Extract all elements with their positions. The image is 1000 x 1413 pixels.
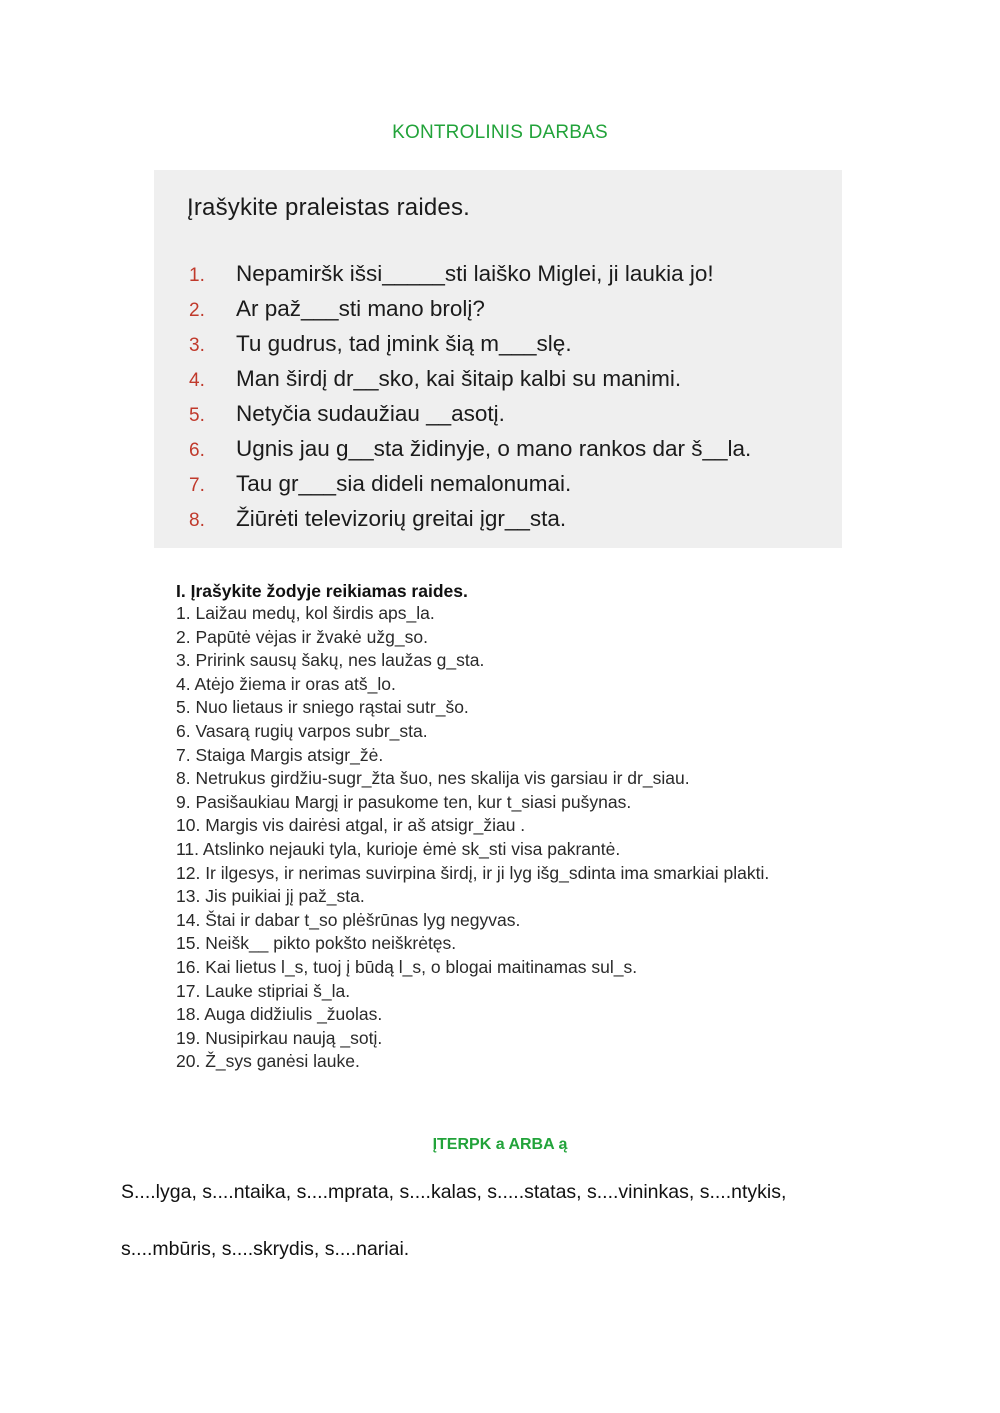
exercise-2-item: 9. Pasišaukiau Margį ir pasukome ten, kur t_siasi pušynas. <box>176 791 632 812</box>
item-text: Ar paž___sti mano brolį? <box>236 296 485 321</box>
exercise-2-item: 17. Lauke stipriai š_la. <box>176 980 351 1001</box>
exercise-3-line-1: S....lyga, s....ntaika, s....mprata, s....kalas, s.....statas, s....vininkas, s....ntykis, <box>121 1181 787 1203</box>
item-text: Ugnis jau g__sta židinyje, o mano rankos dar š__la. <box>236 436 752 461</box>
exercise-1-box <box>154 170 842 548</box>
item-number: 8. <box>189 510 205 531</box>
item-text: Tau gr___sia dideli nemalonumai. <box>236 471 572 496</box>
exercise-3-instruction: ĮTERPK a ARBA ą <box>432 1136 568 1153</box>
exercise-2-item: 19. Nusipirkau naują _sotį. <box>176 1027 383 1048</box>
item-number: 5. <box>189 405 205 426</box>
exercise-2-item: 13. Jis puikiai jį paž_sta. <box>176 886 365 907</box>
exercise-2-item: 18. Auga didžiulis _žuolas. <box>176 1004 383 1025</box>
item-text: Tu gudrus, tad įmink šią m___slę. <box>236 331 572 356</box>
exercise-2 <box>176 580 836 1074</box>
item-text: Netyčia sudaužiau __asotį. <box>236 401 505 426</box>
item-text: Man širdį dr__sko, kai šitaip kalbi su manimi. <box>236 366 682 391</box>
item-number: 1. <box>189 265 205 286</box>
exercise-1-item <box>154 326 751 361</box>
exercise-1-list <box>154 256 751 536</box>
exercise-1-item <box>154 361 751 396</box>
item-number: 4. <box>189 370 205 391</box>
exercise-2-item: 4. Atėjo žiema ir oras atš_lo. <box>176 673 396 694</box>
exercise-2-item: 16. Kai lietus l_s, tuoj į būdą l_s, o blogai maitinamas sul_s. <box>176 956 638 977</box>
exercise-1-item <box>154 291 751 326</box>
exercise-2-item: 8. Netrukus girdžiu-sugr_žta šuo, nes skalija vis garsiau ir dr_siau. <box>176 768 690 789</box>
exercise-1-item <box>154 466 751 501</box>
exercise-2-item: 15. Neišk__ pikto pokšto neiškrėtęs. <box>176 933 457 954</box>
exercise-2-item: 1. Laižau medų, kol širdis aps_la. <box>176 603 435 623</box>
item-number: 3. <box>189 335 205 356</box>
exercise-2-item: 3. Prirink sausų šakų, nes laužas g_sta. <box>176 650 485 671</box>
item-text: Žiūrėti televizorių greitai įgr__sta. <box>236 506 567 531</box>
item-number: 2. <box>189 300 205 321</box>
item-number: 6. <box>189 440 205 461</box>
exercise-2-instruction: I. Įrašykite žodyje reikiamas raides. <box>176 581 468 601</box>
exercise-2-item: 2. Papūtė vėjas ir žvakė užg_so. <box>176 626 428 647</box>
exercise-1-instruction: Įrašykite praleistas raides. <box>187 194 471 221</box>
exercise-2-list <box>176 602 836 1074</box>
exercise-1-item <box>154 431 751 466</box>
exercise-2-item: 14. Štai ir dabar t_so plėšrūnas lyg negyvas. <box>176 909 521 930</box>
exercise-2-item: 20. Ž_sys ganėsi lauke. <box>176 1051 360 1072</box>
exercise-1-item <box>154 501 751 536</box>
exercise-2-item: 11. Atslinko nejauki tyla, kurioje ėmė sk_sti visa pakrantė. <box>176 838 621 859</box>
item-text: Nepamiršk išsi_____sti laiško Miglei, ji laukia jo! <box>236 261 714 286</box>
exercise-1-item <box>154 256 751 291</box>
exercise-2-item: 5. Nuo lietaus ir sniego rąstai sutr_šo. <box>176 697 469 718</box>
exercise-2-item: 6. Vasarą rugių varpos subr_sta. <box>176 720 428 741</box>
exercise-2-item: 7. Staiga Margis atsigr_žė. <box>176 744 384 765</box>
exercise-2-item: 12. Ir ilgesys, ir nerimas suvirpina širdį, ir ji lyg išg_sdinta ima smarkiai plakti. <box>176 862 770 883</box>
page-title: KONTROLINIS DARBAS <box>392 122 608 143</box>
exercise-2-item: 10. Margis vis dairėsi atgal, ir aš atsigr_žiau . <box>176 815 526 836</box>
exercise-3-line-2: s....mbūris, s....skrydis, s....nariai. <box>121 1238 410 1260</box>
exercise-1-item <box>154 396 751 431</box>
item-number: 7. <box>189 475 205 496</box>
